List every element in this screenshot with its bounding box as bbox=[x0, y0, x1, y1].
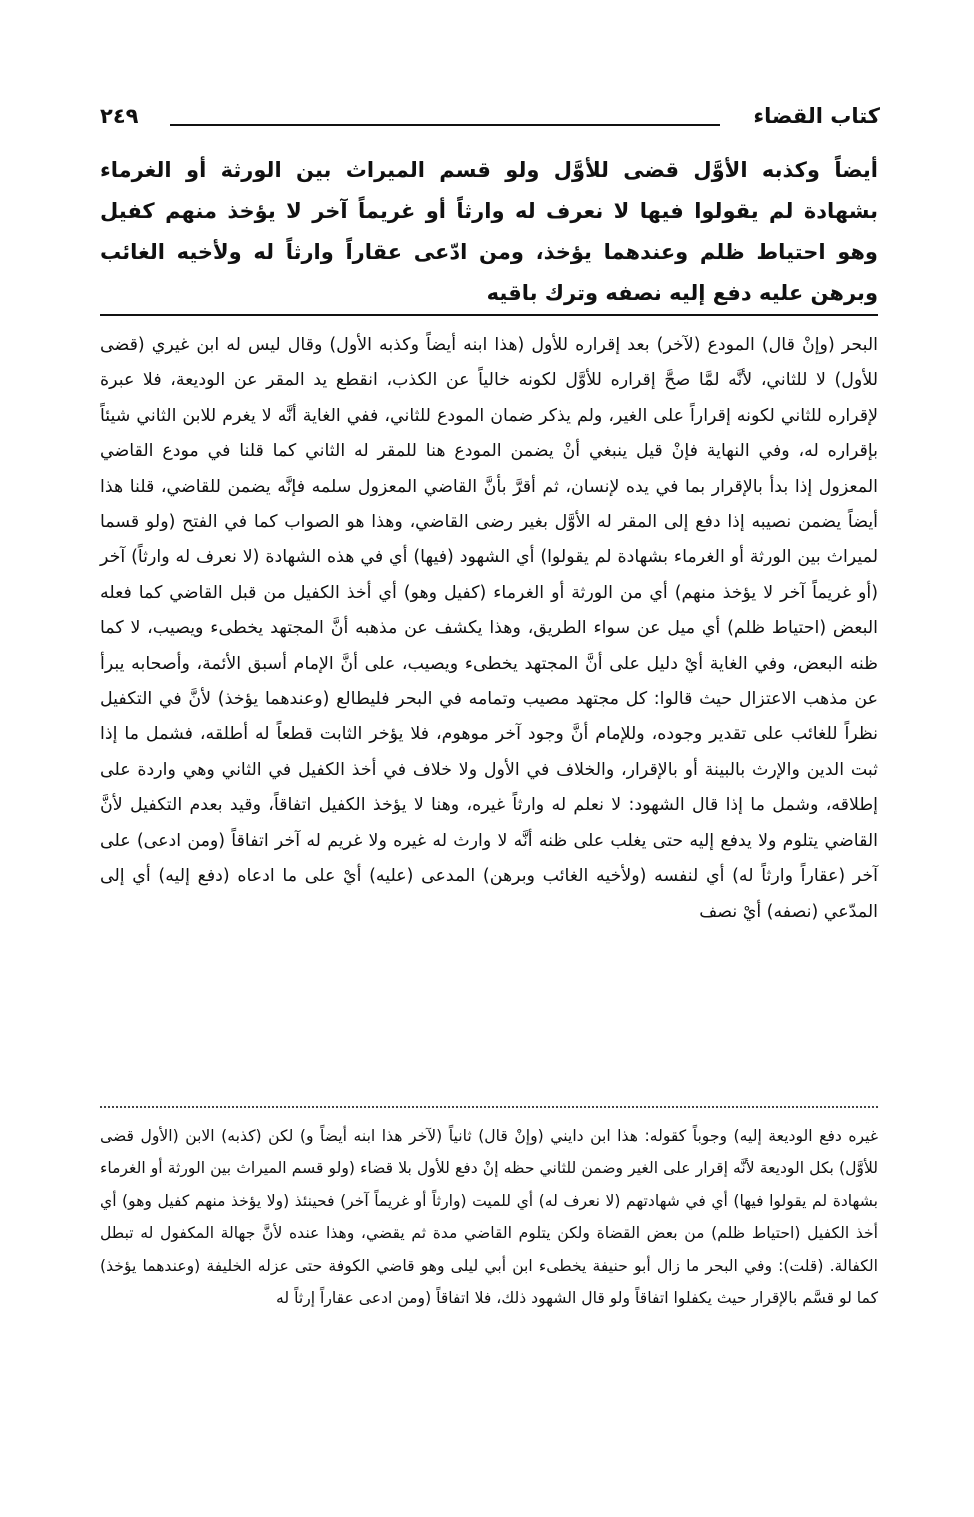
commentary-paragraph: البحر (وإنْ قال) المودع (لآخر) بعد إقراره للأول (هذا ابنه أيضاً وكذبه الأول) وقال ليس له ابن غيري (قضى للأول) لا للثاني، لأنَّه لمَّا صحَّ إقراره للأوَّل لكونه خالياً عن الكذب، انقطع يد المقر عن الوديعة، فلا عبرة لإقراره للثاني لكونه إقراراً على الغير، ولم يذكر ضمان المودع للثاني، ففي الغاية أنَّه لا يغرم للابن الثاني شيئاً بإقراره له، وفي النهاية فإنْ قيل ينبغي أنْ يضمن المودع هنا للمقر له الثاني كما قلنا في مودع القاضي المعزول إذا بدأ بالإقرار بما في يده لإنسان، ثم أقرَّ بأنَّ القاضي المعزول سلمه فإنَّه يضمن للقاضي، قلنا هذا أيضاً يضمن نصيبه إذا دفع إلى المقر له الأوَّل بغير رضى القاضي، وهذا هو الصواب كما في الفتح (ولو قسما لميراث بين الورثة أو الغرماء بشهادة لم يقولوا) أي الشهود (فيها) أي في هذه الشهادة (لا نعرف له وارثاً) آخر (أو غريماً آخر لا يؤخذ منهم) أي من الورثة أو الغرماء (كفيل وهو) أي أخذ الكفيل من قبل القاضي كما فعله البعض (احتياط ظلم) أي ميل عن سواء الطريق، وهذا يكشف عن مذهبه أنَّ المجتهد يخطىء ويصيب، لا كما ظنه البعض، وفي الغاية أيْ دليل على أنَّ المجتهد يخطىء ويصيب، على أنَّ الإمام أسبق الأئمة، وأصحابه يبرأ عن مذهب الاعتزال حيث قالوا: كل مجتهد مصيب وتمامه في البحر فليطالع (وعندهما يؤخذ) لأنَّ في التكفيل نظراً للغائب على تقدير وجوده، وللإمام أنَّ وجود آخر موهوم، فلا يؤخر الثابت قطعاً له أطلقه، فشمل ما إذا ثبت الدين والإرث بالبينة أو بالإقرار، والخلاف في الأول ولا خلاف في أخذ الكفيل في الثاني وهي واردة على إطلاقه، وشمل ما إذا قال الشهود: لا نعلم له وارثاً غيره، وهنا لا يؤخذ الكفيل اتفاقاً، وقيد بعدم التكفيل لأنَّ القاضي يتلوم ولا يدفع إليه حتى يغلب على ظنه أنَّه لا وارث له غيره ولا غريم له آخر اتفاقاً (ومن ادعى) على آخر (عقاراً وارثاً له) أي لنفسه (ولأخيه الغائب وبرهن) المدعى (عليه) أيْ على ما ادعاه (دفع إليه) أي إلى المدّعي (نصفه) أيْ نصف bbox=[100, 335, 878, 922]
section-divider bbox=[100, 314, 878, 316]
header-rule bbox=[170, 124, 720, 126]
page-number: ٢٤٩ bbox=[100, 104, 139, 128]
footnote-separator bbox=[100, 1106, 878, 1108]
commentary bbox=[100, 328, 878, 930]
main-text bbox=[100, 150, 878, 314]
book-title: كتاب القضاء bbox=[753, 104, 880, 128]
running-header bbox=[100, 100, 880, 140]
footnote-paragraph: غيره دفع الوديعة إليه) وجوباً كقوله: هذا ابن دايني (وإنْ قال) ثانياً (لآخر هذا ابنه أيضاً و) لكن (كذبه) الابن (الأول قضى للأوَّل) بكل الوديعة لأنَّه إقرار على الغير وضمن للثاني حظه إنْ دفع للأول بلا قضاء (ولو قسم الميراث بين الورثة أو الغرماء بشهادة لم يقولوا فيها) أي في شهادتهم (لا نعرف له) أي للميت (وارثاً أو غريماً آخر) فحينئذ (ولا يؤخذ منهم كفيل وهو) أي أخذ الكفيل (احتياط ظلم) من بعض القضاة ولكن يتلوم القاضي مدة ثم يقضي، وهذا عنده لأنَّ جهالة المكفول له تبطل الكفالة. (قلت): وفي البحر ما زال أبو حنيفة يخطىء ابن أبي ليلى وهو قاضي الكوفة حتى عزله الخليفة (وعندهما يؤخذ) كما لو قسَّم بالإقرار حيث يكفلوا اتفاقاً ولو قال الشهود ذلك، فلا اتفاقاً (ومن ادعى عقاراً إرثاً له bbox=[100, 1127, 878, 1308]
footnote bbox=[100, 1120, 878, 1314]
main-text-paragraph: أيضاً وكذبه الأوَّل قضى للأوَّل ولو قسم الميراث بين الورثة أو الغرماء بشهادة لم يقولوا فيها لا نعرف له وارثاً أو غريماً آخر لا يؤخذ منهم كفيل وهو احتياط ظلم وعندهما يؤخذ، ومن ادّعى عقاراً وارثاً له ولأخيه الغائب وبرهن عليه دفع إليه نصفه وترك باقيه bbox=[100, 158, 878, 305]
